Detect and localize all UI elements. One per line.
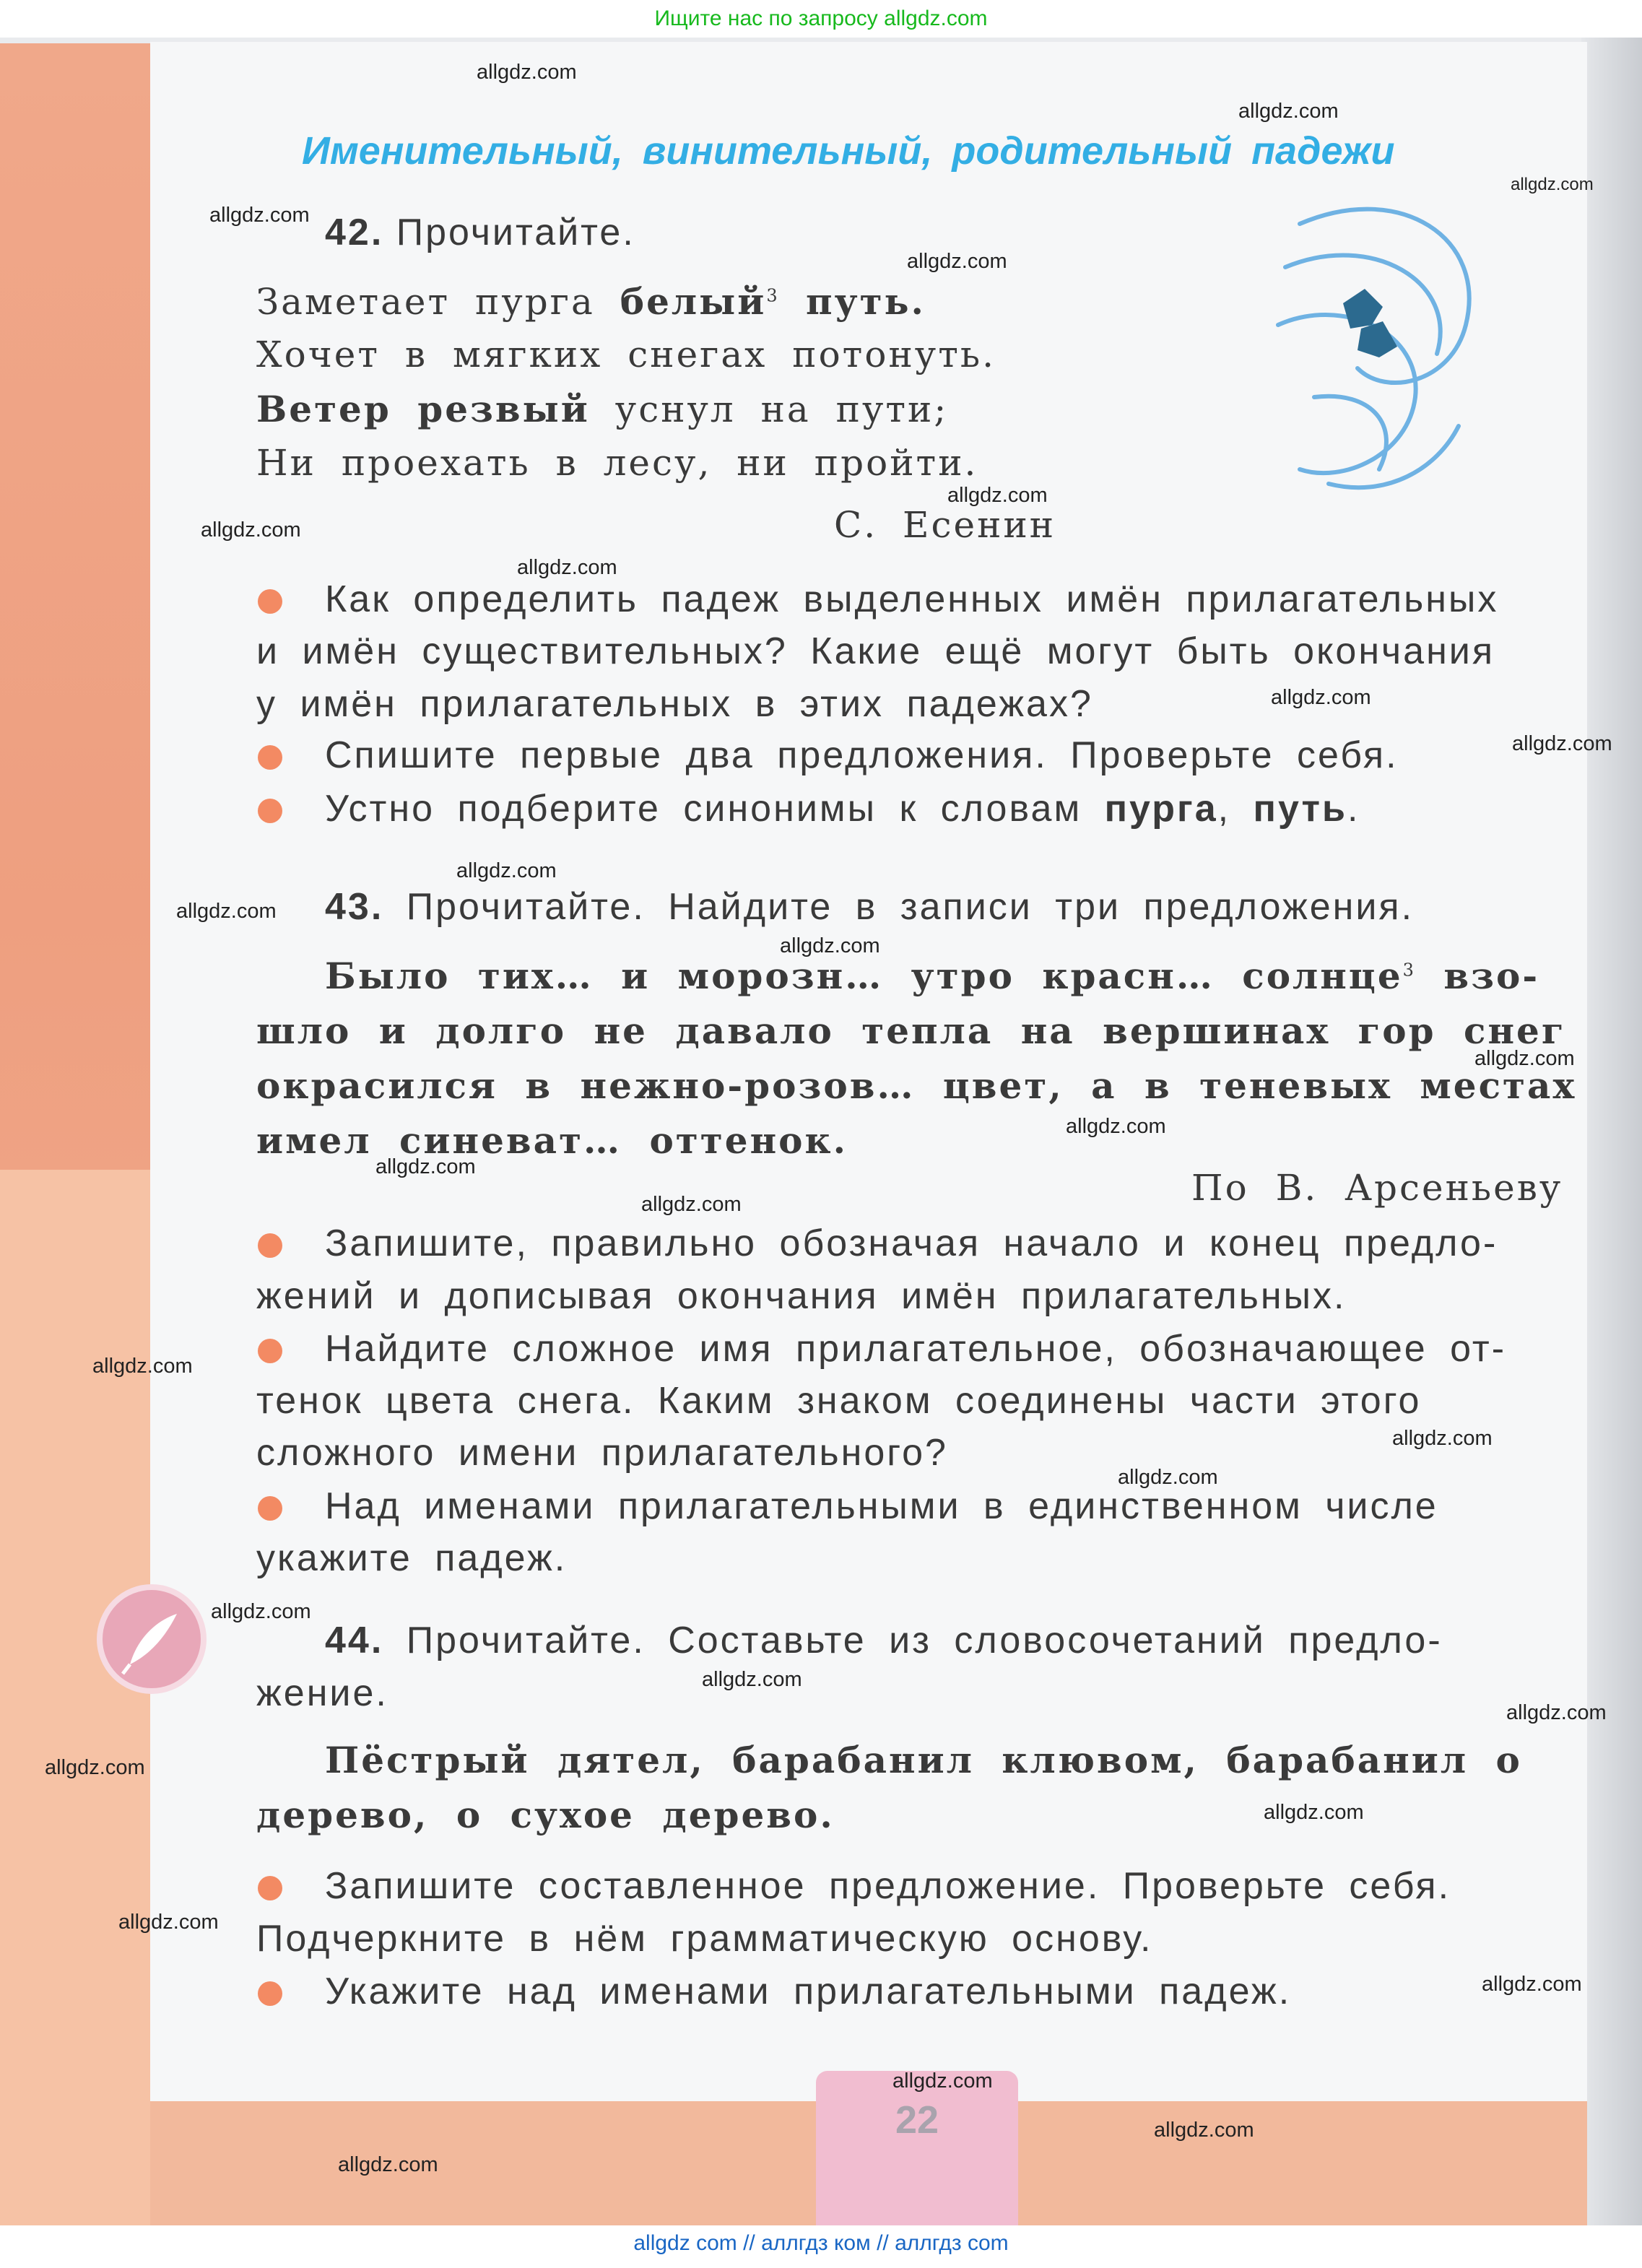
question-line: жений и дописывая окончания имён прилагательных. <box>256 1275 1347 1317</box>
exercise-text-line: окрасился в нежно-розов… цвет, а в теневых местах <box>256 1064 1577 1107</box>
bullet-icon <box>258 1339 282 1363</box>
watermark: allgdz.com <box>1474 1047 1575 1070</box>
poem-line <box>256 388 948 430</box>
watermark: allgdz.com <box>1512 732 1612 755</box>
question-line: Укажите над именами прилагательными падеж. <box>325 1971 1292 2012</box>
right-page-shadow <box>1581 38 1642 2225</box>
keyword: пурга <box>1104 788 1218 830</box>
footnote-mark: 3 <box>1402 960 1416 981</box>
question-line: Запишите, правильно обозначая начало и конец предло- <box>325 1222 1498 1264</box>
keyword: путь <box>1253 788 1347 830</box>
watermark: allgdz.com <box>702 1668 802 1691</box>
watermark: allgdz.com <box>1392 1427 1493 1450</box>
watermark: allgdz.com <box>947 484 1048 507</box>
question-line: сложного имени прилагательного? <box>256 1432 948 1474</box>
question-line: укажите падеж. <box>256 1537 568 1579</box>
question-line: тенок цвета снега. Каким знаком соединены части этого <box>256 1380 1422 1422</box>
watermark: allgdz.com <box>1264 1801 1364 1824</box>
poem-bold: Ветер резвый <box>256 388 590 430</box>
poem-text: уснул на пути; <box>589 388 949 430</box>
exercise-instruction: Прочитайте. Составьте из словосочетаний предло- <box>406 1620 1443 1661</box>
pencil-feather-icon <box>94 1581 209 1697</box>
exercise-instruction: жение. <box>256 1672 388 1714</box>
exercise-number: 43. <box>325 886 384 928</box>
question-line: Запишите составленное предложение. Проверьте себя. <box>325 1865 1451 1907</box>
watermark: allgdz.com <box>1066 1115 1166 1138</box>
exercise-text-line: дерево, о сухое дерево. <box>256 1794 835 1836</box>
watermark: allgdz.com <box>375 1155 476 1178</box>
watermark: allgdz.com <box>1154 2119 1254 2142</box>
watermark: allgdz.com <box>1118 1466 1218 1489</box>
bullet-icon <box>258 1496 282 1521</box>
watermark: allgdz.com <box>517 556 617 579</box>
poem-text: Заметает пурга <box>256 281 620 323</box>
bullet-icon <box>258 799 282 823</box>
watermark: allgdz.com <box>45 1756 145 1779</box>
exercise-43-title <box>325 885 1414 929</box>
watermark: allgdz.com <box>201 518 301 542</box>
exercise-42-title <box>325 211 635 254</box>
exercise-text-line: Пёстрый дятел, барабанил клювом, барабанил о <box>325 1739 1522 1781</box>
watermark: allgdz.com <box>477 61 577 84</box>
blizzard-illustration-icon <box>1256 181 1495 542</box>
footer-links[interactable]: allgdz com // аллгдз ком // аллгдз com <box>633 2231 1009 2255</box>
exercise-instruction: Прочитайте. Найдите в записи три предложения. <box>406 886 1415 928</box>
question-line: у имён прилагательных в этих падежах? <box>256 683 1093 725</box>
bullet-icon <box>258 1981 282 2006</box>
watermark: allgdz.com <box>1511 175 1594 194</box>
page-number: 22 <box>895 2098 939 2142</box>
exercise-text: Было тих… и морозн… утро красн… солнце <box>325 955 1403 997</box>
section-heading: Именительный, винительный, родительный падежи <box>302 129 1395 173</box>
watermark: allgdz.com <box>1482 1973 1582 1996</box>
text-author: По В. Арсеньеву <box>1191 1167 1563 1209</box>
exercise-text-line: имел синеват… оттенок. <box>256 1119 848 1162</box>
left-page-edge-lower <box>0 1170 153 2225</box>
question-line: Спишите первые два предложения. Проверьте себя. <box>325 734 1399 776</box>
bullet-icon <box>258 1876 282 1900</box>
exercise-text-line: шло и долго не давало тепла на вершинах гор снег <box>256 1009 1566 1052</box>
exercise-text: взо- <box>1415 955 1540 997</box>
question-text: , <box>1217 788 1254 830</box>
poem-author: С. Есенин <box>834 504 1056 546</box>
top-banner[interactable]: Ищите нас по запросу allgdz.com <box>654 6 988 30</box>
poem-line: Ни проехать в лесу, ни пройти. <box>256 442 978 484</box>
watermark: allgdz.com <box>641 1193 742 1216</box>
watermark: allgdz.com <box>176 900 277 923</box>
watermark: allgdz.com <box>1271 686 1371 709</box>
watermark: allgdz.com <box>907 250 1007 273</box>
exercise-number: 44. <box>325 1620 384 1661</box>
watermark: allgdz.com <box>892 2069 993 2093</box>
watermark: allgdz.com <box>209 204 310 227</box>
question-line: Как определить падеж выделенных имён прилагательных <box>325 578 1499 620</box>
bullet-icon <box>258 745 282 770</box>
watermark: allgdz.com <box>118 1911 219 1934</box>
watermark: allgdz.com <box>1238 100 1339 123</box>
page-number-tab <box>816 2071 1018 2225</box>
watermark: allgdz.com <box>92 1355 193 1378</box>
poem-bold-end: путь. <box>779 280 926 323</box>
watermark: allgdz.com <box>1506 1701 1607 1724</box>
poem-line <box>256 280 926 323</box>
question-line <box>325 787 1360 830</box>
question-line: Подчеркните в нём грамматическую основу. <box>256 1918 1153 1960</box>
exercise-44-title <box>325 1619 1443 1662</box>
footnote-mark: 3 <box>766 285 780 306</box>
bullet-icon <box>258 1233 282 1258</box>
poem-line: Хочет в мягких снегах потонуть. <box>256 334 996 375</box>
question-line: Над именами прилагательными в единственном числе <box>325 1485 1438 1527</box>
watermark: allgdz.com <box>211 1600 311 1623</box>
exercise-text-line <box>325 955 1539 997</box>
question-line: Найдите сложное имя прилагательное, обозначающее от- <box>325 1328 1507 1370</box>
watermark: allgdz.com <box>780 934 880 957</box>
watermark: allgdz.com <box>338 2153 438 2176</box>
exercise-instruction: Прочитайте. <box>396 212 635 253</box>
watermark: allgdz.com <box>456 859 557 882</box>
poem-bold: белый <box>620 280 767 323</box>
question-text: Устно подберите синонимы к словам <box>325 788 1105 830</box>
exercise-number: 42. <box>325 212 384 253</box>
question-text: . <box>1347 788 1360 830</box>
bullet-icon <box>258 589 282 614</box>
question-line: и имён существительных? Какие ещё могут быть окончания <box>256 630 1495 672</box>
